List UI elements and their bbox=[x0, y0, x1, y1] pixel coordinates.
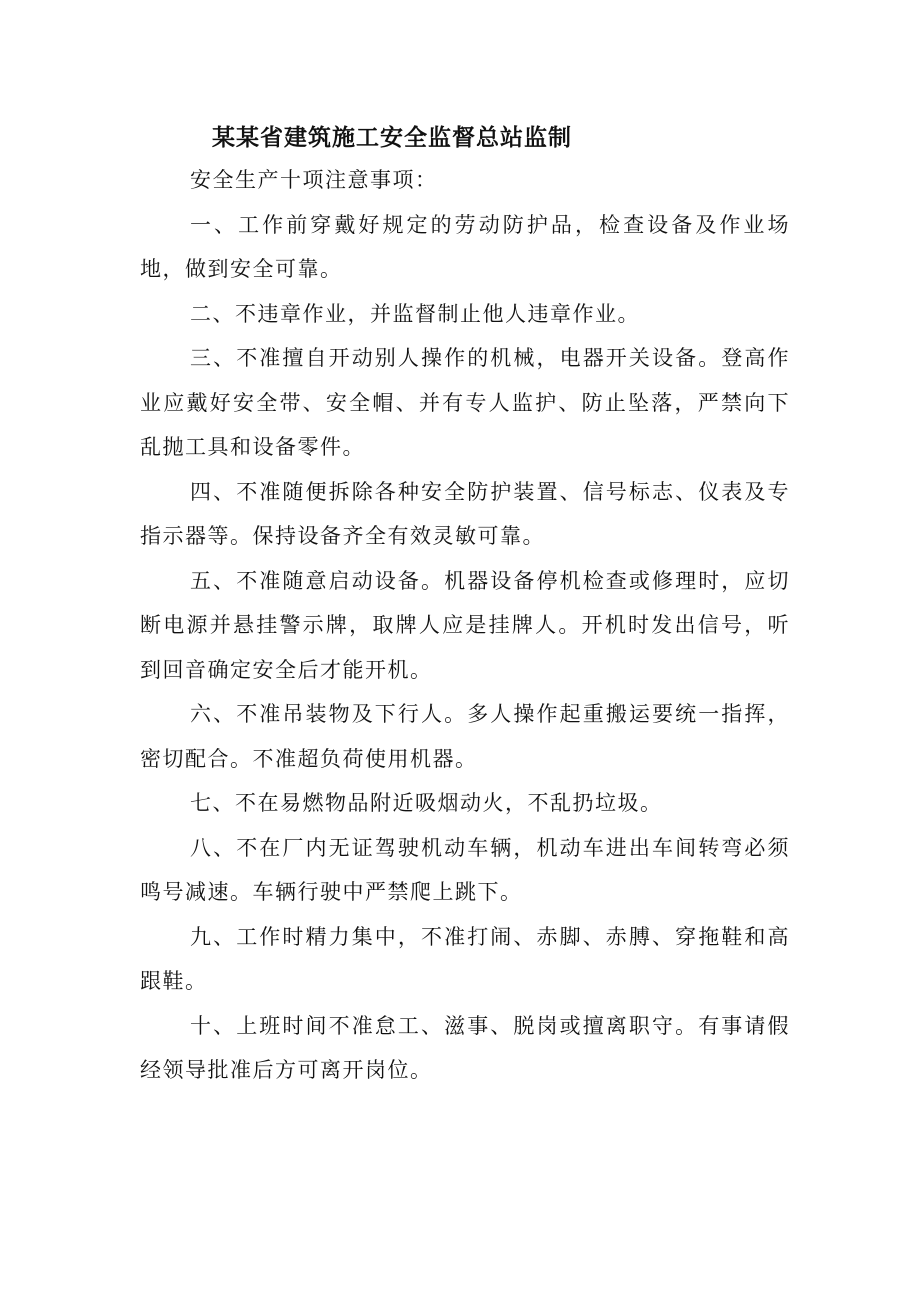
notice-item-7: 七、不在易燃物品附近吸烟动火，不乱扔垃圾。 bbox=[190, 791, 663, 815]
notice-item-2: 二、不违章作业，并监督制止他人违章作业。 bbox=[190, 301, 640, 326]
notice-item-10: 十、上班时间不准怠工、滋事、脱岗或擅离职守。有事请假经领导批准后方可离开岗位。 bbox=[140, 1013, 790, 1082]
subtitle: 安全生产十项注意事项： bbox=[190, 168, 438, 192]
notice-item-4: 四、不准随便拆除各种安全防护装置、信号标志、仪表及专指示器等。保持设备齐全有效灵敏可靠。 bbox=[140, 479, 790, 548]
notice-item-9: 九、工作时精力集中，不准打闹、赤脚、赤膊、穿拖鞋和高跟鞋。 bbox=[140, 924, 790, 993]
document-title: 某某省建筑施工安全监督总站监制 bbox=[212, 125, 572, 151]
notice-item-8: 八、不在厂内无证驾驶机动车辆，机动车进出车间转弯必须鸣号减速。车辆行驶中严禁爬上跳下。 bbox=[140, 835, 790, 904]
notice-item-5: 五、不准随意启动设备。机器设备停机检查或修理时，应切断电源并悬挂警示牌，取牌人应是挂牌人。开机时发出信号，听到回音确定安全后才能开机。 bbox=[140, 568, 790, 682]
notice-item-6: 六、不准吊装物及下行人。多人操作起重搬运要统一指挥，密切配合。不准超负荷使用机器。 bbox=[140, 702, 790, 771]
document-body bbox=[140, 158, 790, 1093]
notice-item-1: 一、工作前穿戴好规定的劳动防护品，检查设备及作业场地，做到安全可靠。 bbox=[140, 212, 790, 281]
notice-item-3: 三、不准擅自开动别人操作的机械，电器开关设备。登高作业应戴好安全带、安全帽、并有专人监护、防止坠落，严禁向下乱抛工具和设备零件。 bbox=[140, 346, 790, 459]
